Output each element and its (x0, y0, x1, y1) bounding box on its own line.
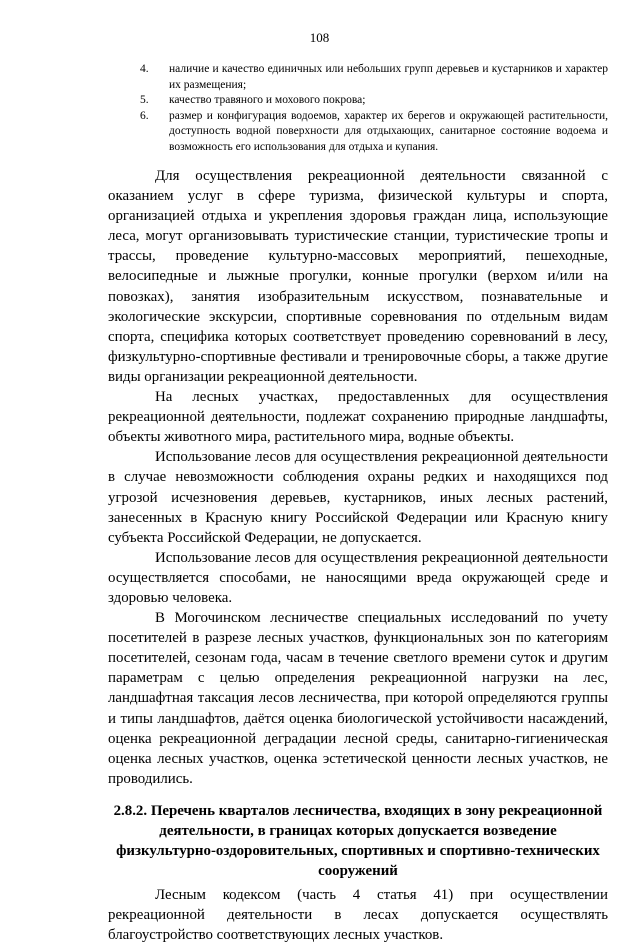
paragraph-methods: Использование лесов для осуществления рекреационной деятельности осуществляется способами, не наносящими вреда окружающей среде и здоровью человека. (108, 549, 608, 606)
section-heading (108, 801, 608, 881)
criteria-list (140, 62, 608, 156)
list-item (140, 93, 608, 109)
paragraph-research: В Могочинском лесничестве специальных исследований по учету посетителей в разрезе лесных участков, функциональных зон по категориям посетителей, сезонам года, часам в течение светлого времени суток и другим параметрам с целью определения рекреационной нагрузки на лес, ландшафтная таксация лесов лесничества, при которой определяются группы и типы ландшафтов, даётся оценка биологической устойчивости насаждений, оценка рекреационной деградации лесной среды, санитарно-гигиеническая оценка лесных участков, оценка эстетической ценности лесных участков, не проводились. (108, 610, 608, 787)
heading-line: деятельности, в границах которых допускается возведение (159, 823, 557, 839)
list-item-text: размер и конфигурация водоемов, характер их берегов и окружающей растительности, доступность водной поверхности для отдыхающих, санитарное состояние водоема и возможность его использования для отдыха и купания. (169, 109, 608, 153)
page-number: 108 (309, 30, 330, 45)
list-item (140, 109, 608, 156)
paragraph-preservation: На лесных участках, предоставленных для осуществления рекреационной деятельности, подлежат сохранению природные ландшафты, объекты животного мира, растительного мира, водные объекты. (108, 389, 608, 446)
list-item-number: 6. (140, 109, 149, 122)
list-item-text: качество травяного и мохового покрова; (169, 94, 366, 107)
list-item-number: 4. (140, 63, 149, 75)
list-item-number: 5. (140, 94, 149, 107)
list-item (140, 62, 608, 93)
paragraph-forest-code: Лесным кодексом (часть 4 статья 41) при осуществлении рекреационной деятельности в лесах допускается осуществлять благоустройство соответствующих лесных участков. (108, 887, 608, 944)
heading-line: физкультурно-оздоровительных, спортивных и спортивно-технических (116, 843, 600, 860)
paragraph-recreation-activities: Для осуществления рекреационной деятельности связанной с оказанием услуг в сфере туризма, физической культуры и спорта, организацией отдыха и укрепления здоровья граждан лица, использующие леса, могут организовывать туристические станции, туристические тропы и трассы, проведение культурно-массовых мероприятий, пешеходные, велосипедные и лыжные прогулки, конные прогулки (верхом и/или на повозках), занятия изобразительным искусством, познавательные и экологические экскурсии, спортивные соревнования по отдельным видам спорта, специфика которых соответствует проведению соревнований в лесу, физкультурно-спортивные фестивали и тренировочные сборы, а также другие виды организации рекреационной деятельности. (108, 168, 608, 385)
document-body (108, 166, 608, 946)
heading-line: 2.8.2. Перечень кварталов лесничества, входящих в зону рекреационной (113, 802, 603, 819)
list-item-text: наличие и качество единичных или небольших групп деревьев и кустарников и характер их размещения; (169, 63, 608, 91)
paragraph-rare-species: Использование лесов для осуществления рекреационной деятельности в случае невозможности соблюдения охраны редких и находящихся под угрозой исчезновения деревьев, кустарников, иных лесных растений, занесенных в Красную книгу Российской Федерации или Красную книгу субъекта Российской Федерации, не допускается. (108, 449, 608, 546)
heading-line: сооружений (318, 863, 398, 880)
